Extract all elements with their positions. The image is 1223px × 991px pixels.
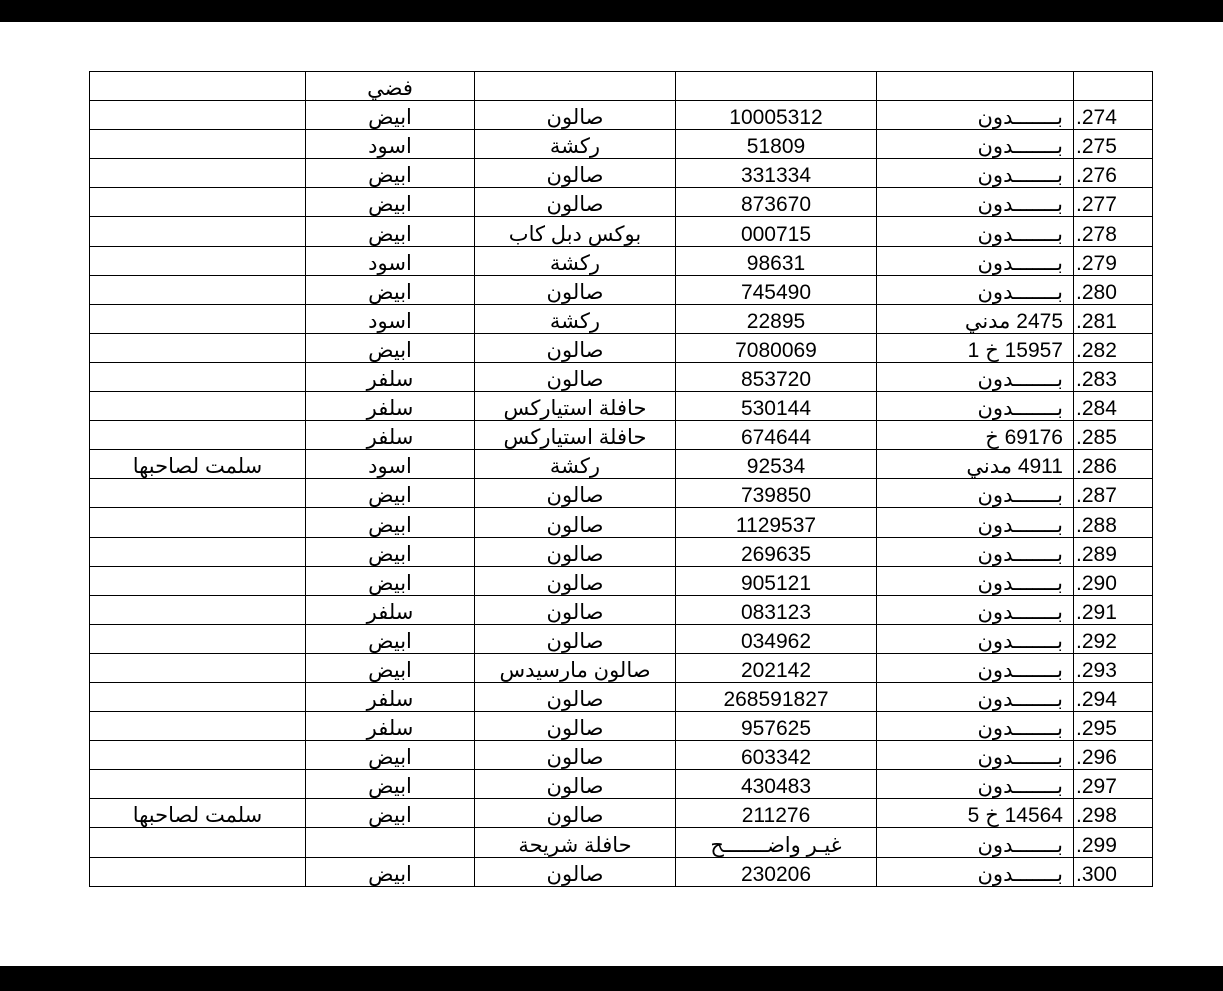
cell-note <box>90 508 306 537</box>
cell-note <box>90 246 306 275</box>
cell-chassis: 430483 <box>676 770 877 799</box>
cell-number: .287 <box>1074 479 1153 508</box>
cell-type: صالون <box>475 682 676 711</box>
cell-chassis: 268591827 <box>676 682 877 711</box>
cell-color: سلفر <box>306 421 475 450</box>
cell-note: سلمت لصاحبها <box>90 450 306 479</box>
cell-number: .278 <box>1074 217 1153 246</box>
table-row <box>90 857 1153 886</box>
table-row <box>90 566 1153 595</box>
cell-color: ابيض <box>306 508 475 537</box>
cell-plate: بـــــــدون <box>877 479 1074 508</box>
cell-number: .277 <box>1074 188 1153 217</box>
cell-plate: بـــــــدون <box>877 159 1074 188</box>
cell-plate: بـــــــدون <box>877 566 1074 595</box>
cell-type: صالون <box>475 770 676 799</box>
cell-color <box>306 828 475 857</box>
table-row <box>90 479 1153 508</box>
cell-note <box>90 653 306 682</box>
table-row <box>90 712 1153 741</box>
cell-color: ابيض <box>306 479 475 508</box>
cell-plate: بـــــــدون <box>877 828 1074 857</box>
cell-chassis: 22895 <box>676 304 877 333</box>
cell-type: ركشة <box>475 130 676 159</box>
cell-note <box>90 362 306 391</box>
cell-type: حافلة شريحة <box>475 828 676 857</box>
cell-number: .293 <box>1074 653 1153 682</box>
cell-type: صالون <box>475 741 676 770</box>
cell-color: سلفر <box>306 712 475 741</box>
cell-chassis: 957625 <box>676 712 877 741</box>
cell-color: ابيض <box>306 770 475 799</box>
cell-type: صالون <box>475 595 676 624</box>
cell-plate: بـــــــدون <box>877 508 1074 537</box>
table-row <box>90 624 1153 653</box>
cell-note <box>90 828 306 857</box>
cell-type: صالون <box>475 101 676 130</box>
cell-chassis: 853720 <box>676 362 877 391</box>
cell-type: صالون <box>475 275 676 304</box>
table-row <box>90 595 1153 624</box>
cell-note <box>90 217 306 246</box>
cell-color: ابيض <box>306 857 475 886</box>
cell-type: صالون <box>475 333 676 362</box>
cell-note <box>90 188 306 217</box>
cell-plate: بـــــــدون <box>877 392 1074 421</box>
cell-plate: بـــــــدون <box>877 741 1074 770</box>
cell-number: .295 <box>1074 712 1153 741</box>
cell-note <box>90 130 306 159</box>
cell-type: حافلة استياركس <box>475 421 676 450</box>
cell-color: ابيض <box>306 653 475 682</box>
table-row <box>90 130 1153 159</box>
cell-note <box>90 421 306 450</box>
cell-chassis: 603342 <box>676 741 877 770</box>
cell-plate: بـــــــدون <box>877 682 1074 711</box>
cell-chassis: 98631 <box>676 246 877 275</box>
cell-chassis: 083123 <box>676 595 877 624</box>
cell-note: سلمت لصاحبها <box>90 799 306 828</box>
cell-color: ابيض <box>306 624 475 653</box>
table-row <box>90 741 1153 770</box>
cell-chassis: 202142 <box>676 653 877 682</box>
cell-type: صالون <box>475 362 676 391</box>
cell-color: ابيض <box>306 333 475 362</box>
bottom-black-border <box>0 966 1223 991</box>
cell-color: ابيض <box>306 217 475 246</box>
cell-plate: بـــــــدون <box>877 275 1074 304</box>
table-row <box>90 362 1153 391</box>
cell-plate: بـــــــدون <box>877 188 1074 217</box>
cell-number: .286 <box>1074 450 1153 479</box>
cell-number: .284 <box>1074 392 1153 421</box>
cell-note <box>90 682 306 711</box>
cell-plate: بـــــــدون <box>877 595 1074 624</box>
cell-chassis: 331334 <box>676 159 877 188</box>
table-row <box>90 392 1153 421</box>
cell-plate: بـــــــدون <box>877 217 1074 246</box>
cell-number: .274 <box>1074 101 1153 130</box>
cell-number: .276 <box>1074 159 1153 188</box>
cell-chassis: 674644 <box>676 421 877 450</box>
cell-note <box>90 72 306 101</box>
cell-plate: بـــــــدون <box>877 712 1074 741</box>
cell-chassis: 269635 <box>676 537 877 566</box>
cell-color: ابيض <box>306 101 475 130</box>
cell-note <box>90 101 306 130</box>
cell-plate: 15957 خ 1 <box>877 333 1074 362</box>
cell-color: ابيض <box>306 275 475 304</box>
cell-number: .289 <box>1074 537 1153 566</box>
cell-plate: 4911 مدني <box>877 450 1074 479</box>
cell-number: .294 <box>1074 682 1153 711</box>
cell-note <box>90 392 306 421</box>
cell-plate: بـــــــدون <box>877 537 1074 566</box>
cell-note <box>90 479 306 508</box>
cell-note <box>90 712 306 741</box>
cell-color: ابيض <box>306 537 475 566</box>
cell-number: .279 <box>1074 246 1153 275</box>
cell-chassis: 10005312 <box>676 101 877 130</box>
cell-color: سلفر <box>306 392 475 421</box>
cell-color: فضي <box>306 72 475 101</box>
cell-note <box>90 595 306 624</box>
cell-number: .283 <box>1074 362 1153 391</box>
cell-plate: بـــــــدون <box>877 770 1074 799</box>
cell-number: .281 <box>1074 304 1153 333</box>
cell-number: .280 <box>1074 275 1153 304</box>
cell-chassis: 211276 <box>676 799 877 828</box>
cell-plate <box>877 72 1074 101</box>
cell-chassis: 000715 <box>676 217 877 246</box>
cell-plate: بـــــــدون <box>877 246 1074 275</box>
cell-note <box>90 304 306 333</box>
cell-chassis <box>676 72 877 101</box>
table-row <box>90 421 1153 450</box>
cell-number: .288 <box>1074 508 1153 537</box>
cell-note <box>90 537 306 566</box>
table-row <box>90 508 1153 537</box>
table-row <box>90 770 1153 799</box>
cell-chassis: 873670 <box>676 188 877 217</box>
cell-chassis: 745490 <box>676 275 877 304</box>
cell-chassis: 034962 <box>676 624 877 653</box>
cell-chassis: 230206 <box>676 857 877 886</box>
cell-note <box>90 566 306 595</box>
cell-note <box>90 857 306 886</box>
cell-number: .285 <box>1074 421 1153 450</box>
cell-plate: بـــــــدون <box>877 653 1074 682</box>
cell-color: اسود <box>306 130 475 159</box>
cell-type: ركشة <box>475 450 676 479</box>
cell-type: صالون <box>475 566 676 595</box>
table-row <box>90 333 1153 362</box>
cell-number: .282 <box>1074 333 1153 362</box>
table-row <box>90 450 1153 479</box>
cell-type: صالون <box>475 508 676 537</box>
cell-chassis: غيـر واضـــــــح <box>676 828 877 857</box>
cell-number: .300 <box>1074 857 1153 886</box>
cell-type: بوكس دبل كاب <box>475 217 676 246</box>
table-row <box>90 101 1153 130</box>
vehicle-table <box>89 71 1153 887</box>
table-row <box>90 682 1153 711</box>
cell-plate: بـــــــدون <box>877 130 1074 159</box>
cell-plate: 14564 خ 5 <box>877 799 1074 828</box>
cell-type: صالون <box>475 537 676 566</box>
cell-number: .291 <box>1074 595 1153 624</box>
table-row <box>90 217 1153 246</box>
table-row <box>90 159 1153 188</box>
cell-note <box>90 275 306 304</box>
cell-number: .296 <box>1074 741 1153 770</box>
cell-chassis: 739850 <box>676 479 877 508</box>
cell-type: صالون مارسيدس <box>475 653 676 682</box>
cell-color: ابيض <box>306 566 475 595</box>
cell-type: صالون <box>475 799 676 828</box>
cell-type: صالون <box>475 624 676 653</box>
cell-chassis: 92534 <box>676 450 877 479</box>
cell-number: .299 <box>1074 828 1153 857</box>
cell-plate: بـــــــدون <box>877 362 1074 391</box>
cell-type: صالون <box>475 159 676 188</box>
cell-plate: 69176 خ <box>877 421 1074 450</box>
cell-plate: بـــــــدون <box>877 857 1074 886</box>
cell-note <box>90 741 306 770</box>
cell-type: صالون <box>475 188 676 217</box>
cell-color: ابيض <box>306 741 475 770</box>
table-row <box>90 653 1153 682</box>
table-row <box>90 304 1153 333</box>
cell-color: اسود <box>306 304 475 333</box>
cell-plate: 2475 مدني <box>877 304 1074 333</box>
table-row <box>90 188 1153 217</box>
cell-type <box>475 72 676 101</box>
cell-note <box>90 159 306 188</box>
cell-color: ابيض <box>306 188 475 217</box>
cell-color: ابيض <box>306 799 475 828</box>
cell-chassis: 905121 <box>676 566 877 595</box>
cell-type: ركشة <box>475 304 676 333</box>
cell-number: .292 <box>1074 624 1153 653</box>
cell-color: ابيض <box>306 159 475 188</box>
cell-number: .275 <box>1074 130 1153 159</box>
cell-note <box>90 333 306 362</box>
cell-type: حافلة استياركس <box>475 392 676 421</box>
table-row <box>90 246 1153 275</box>
cell-type: صالون <box>475 857 676 886</box>
cell-type: صالون <box>475 479 676 508</box>
cell-color: سلفر <box>306 362 475 391</box>
cell-chassis: 530144 <box>676 392 877 421</box>
table-header-row <box>90 72 1153 101</box>
cell-number: .297 <box>1074 770 1153 799</box>
top-black-border <box>0 0 1223 22</box>
cell-color: اسود <box>306 450 475 479</box>
cell-note <box>90 770 306 799</box>
table-row <box>90 799 1153 828</box>
cell-chassis: 7080069 <box>676 333 877 362</box>
cell-number <box>1074 72 1153 101</box>
table-row <box>90 537 1153 566</box>
cell-color: سلفر <box>306 682 475 711</box>
cell-number: .290 <box>1074 566 1153 595</box>
cell-note <box>90 624 306 653</box>
table-row <box>90 275 1153 304</box>
cell-type: صالون <box>475 712 676 741</box>
vehicle-table-body <box>90 72 1153 887</box>
cell-type: ركشة <box>475 246 676 275</box>
cell-plate: بـــــــدون <box>877 624 1074 653</box>
cell-plate: بـــــــدون <box>877 101 1074 130</box>
cell-number: .298 <box>1074 799 1153 828</box>
cell-color: اسود <box>306 246 475 275</box>
cell-chassis: 1129537 <box>676 508 877 537</box>
table-row <box>90 828 1153 857</box>
cell-color: سلفر <box>306 595 475 624</box>
cell-chassis: 51809 <box>676 130 877 159</box>
